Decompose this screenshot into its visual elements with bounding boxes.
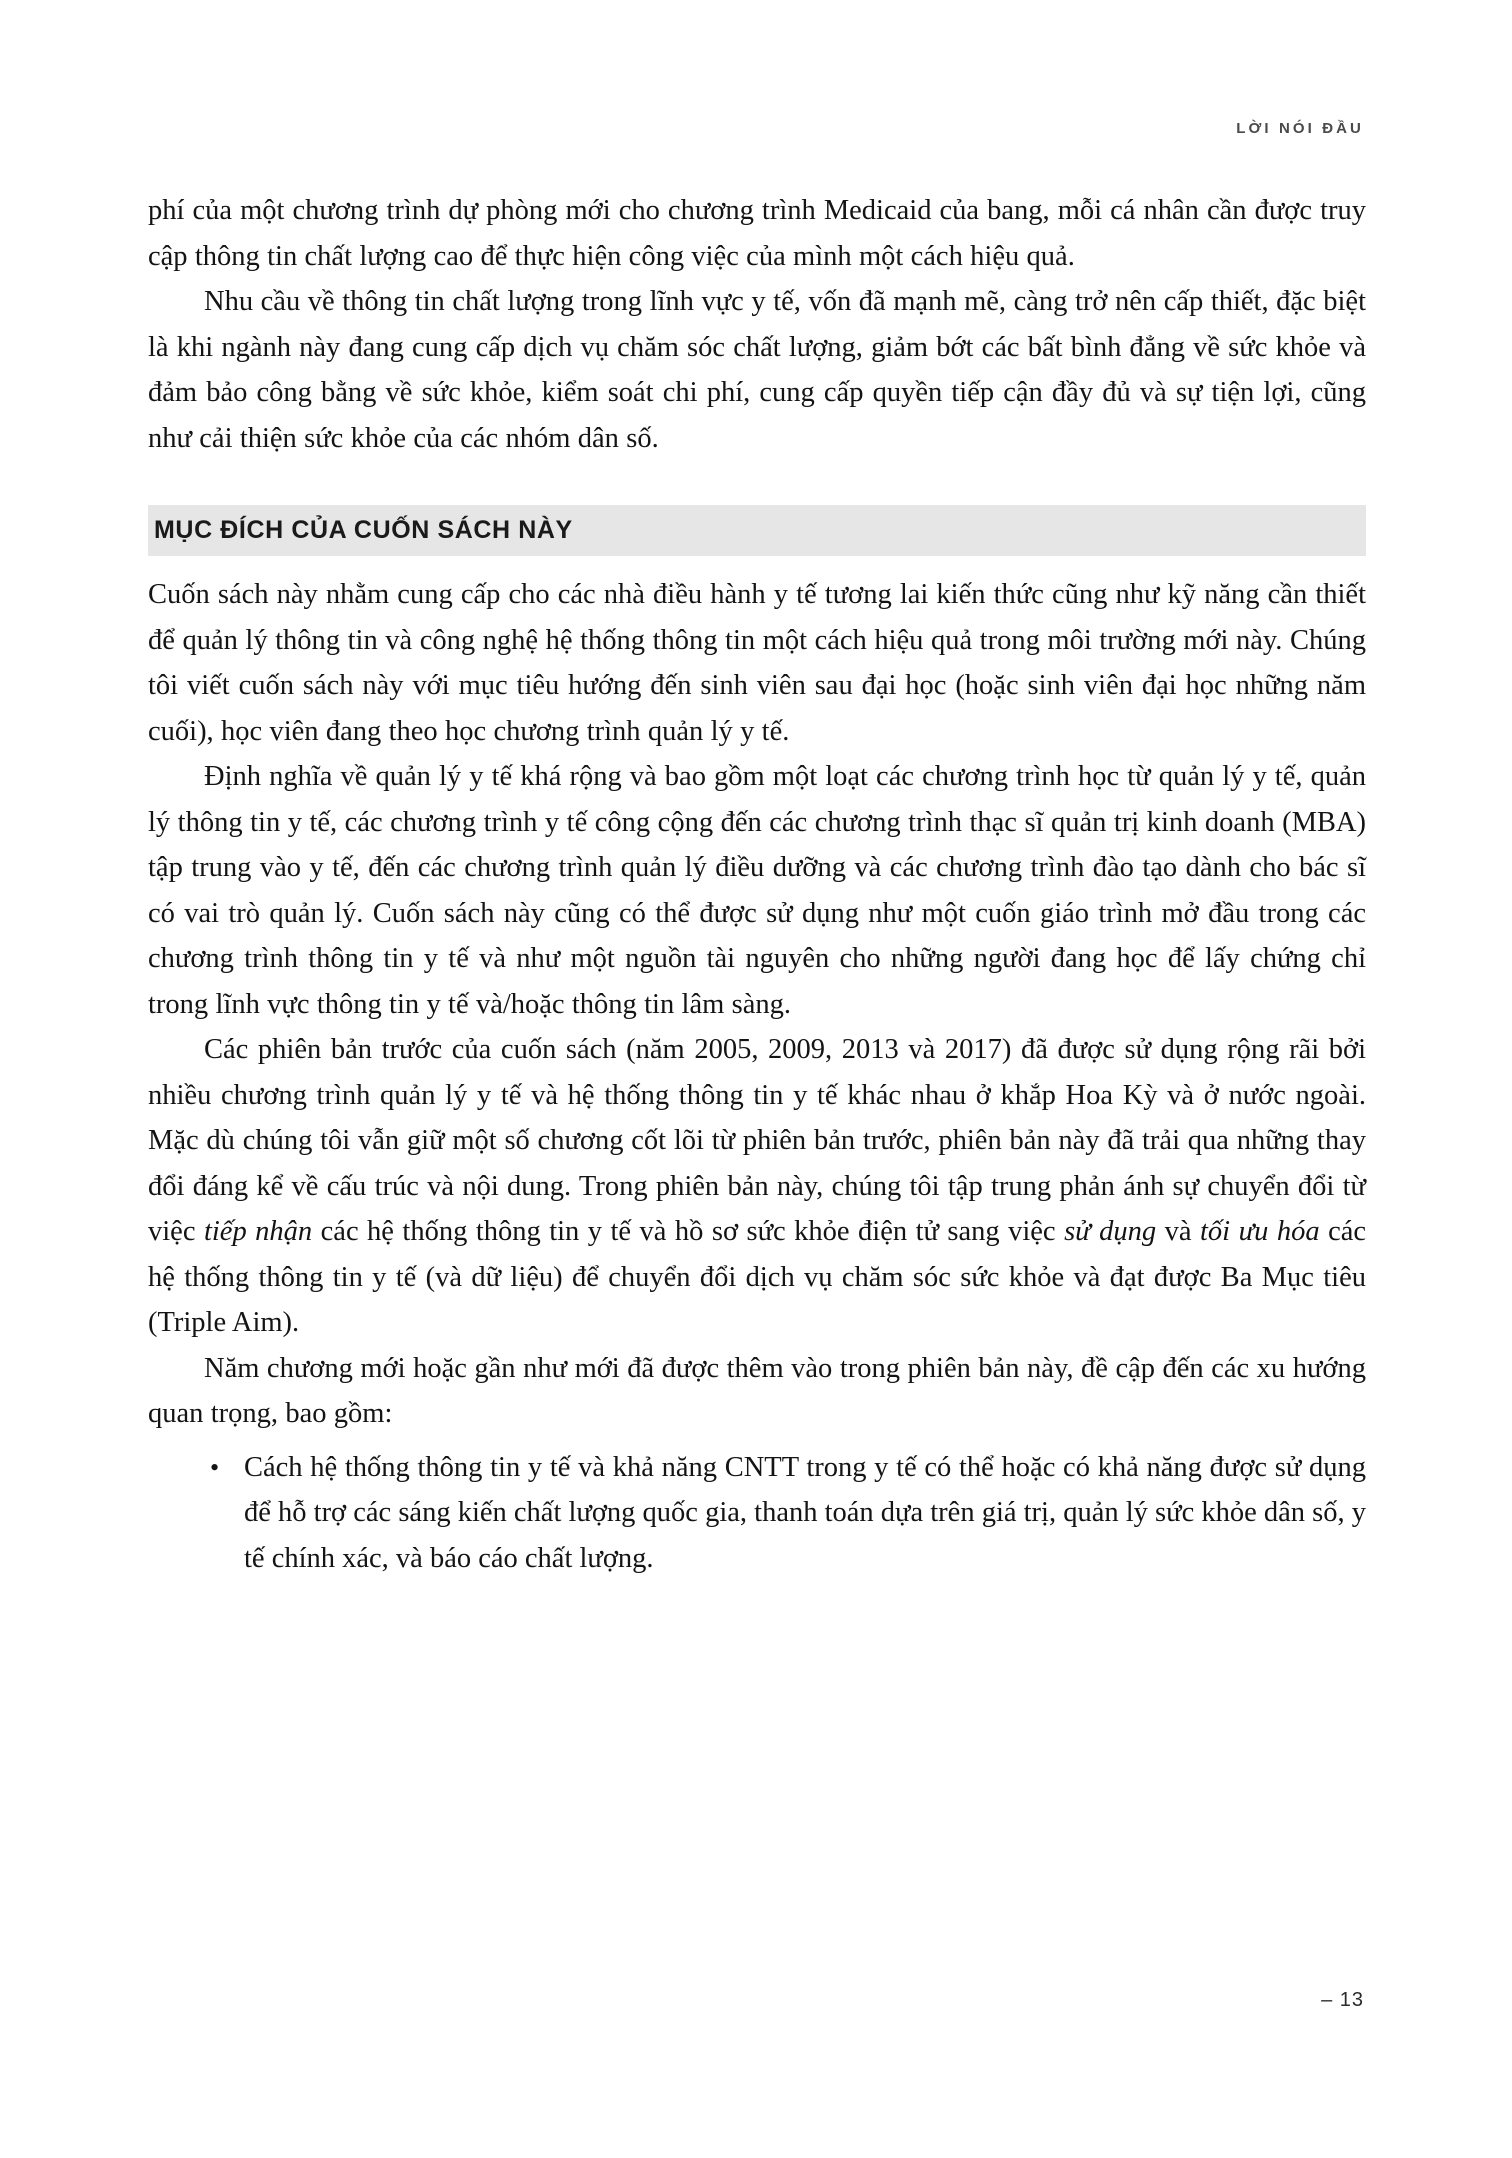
list-item bbox=[148, 1445, 1366, 1582]
paragraph-new-chapters: Năm chương mới hoặc gần như mới đã được thêm vào trong phiên bản này, đề cập đến các xu hướng quan trọng, bao gồm: bbox=[148, 1352, 1366, 1429]
para5-text-3: và bbox=[1156, 1216, 1201, 1247]
page-number: – 13 bbox=[1321, 1989, 1364, 2011]
paragraph-continuation: phí của một chương trình dự phòng mới cho chương trình Medicaid của bang, mỗi cá nhân cần được truy cập thông tin chất lượng cao để thực hiện công việc của mình một cách hiệu quả. bbox=[148, 195, 1366, 272]
para5-text-2: các hệ thống thông tin y tế và hồ sơ sức khỏe điện tử sang việc bbox=[312, 1216, 1065, 1247]
running-head: LỜI NÓI ĐẦU bbox=[1236, 120, 1364, 137]
para5-emphasis-use: sử dụng bbox=[1064, 1216, 1157, 1247]
paragraph-previous-editions bbox=[148, 1027, 1366, 1346]
para5-text-1: Các phiên bản trước của cuốn sách (năm 2005, 2009, 2013 và 2017) đã được sử dụng rộng rãi bởi nhiều chương trình quản lý y tế và hệ thống thông tin y tế khác nhau ở khắp Hoa Kỳ và ở nước ngoài. Mặc dù chúng tôi vẫn giữ một số chương cốt lõi từ phiên bản trước, phiên bản này đã trải qua những thay đổi đáng kể về cấu trúc và nội dung. Trong phiên bản này, chúng tôi tập trung phản ánh sự chuyển đổi từ việc bbox=[148, 1034, 1366, 1247]
paragraph-book-purpose: Cuốn sách này nhằm cung cấp cho các nhà điều hành y tế tương lai kiến thức cũng như kỹ năng cần thiết để quản lý thông tin và công nghệ hệ thống thông tin một cách hiệu quả trong môi trường mới này. Chúng tôi viết cuốn sách này với mục tiêu hướng đến sinh viên sau đại học (hoặc sinh viên đại học những năm cuối), học viên đang theo học chương trình quản lý y tế. bbox=[148, 579, 1366, 747]
paragraph-definition-scope: Định nghĩa về quản lý y tế khá rộng và bao gồm một loạt các chương trình học từ quản lý y tế, quản lý thông tin y tế, các chương trình y tế công cộng đến các chương trình thạc sĩ quản trị kinh doanh (MBA) tập trung vào y tế, đến các chương trình quản lý điều dưỡng và các chương trình đào tạo dành cho bác sĩ có vai trò quản lý. Cuốn sách này cũng có thể được sử dụng như một cuốn giáo trình mở đầu trong các chương trình thông tin y tế và như một nguồn tài nguyên cho những người đang học để lấy chứng chỉ trong lĩnh vực thông tin y tế và/hoặc thông tin lâm sàng. bbox=[148, 761, 1366, 1020]
section-heading-purpose: MỤC ĐÍCH CỦA CUỐN SÁCH NÀY bbox=[148, 505, 1366, 556]
list-item-text: Cách hệ thống thông tin y tế và khả năng CNTT trong y tế có thể hoặc có khả năng được sử dụng để hỗ trợ các sáng kiến chất lượng quốc gia, thanh toán dựa trên giá trị, quản lý sức khỏe dân số, y tế chính xác, và báo cáo chất lượng. bbox=[244, 1451, 1366, 1574]
bullet-dot-icon: • bbox=[210, 1452, 220, 1482]
page-content bbox=[148, 188, 1366, 1587]
bullet-list-trends bbox=[148, 1445, 1366, 1582]
para5-emphasis-optimize: tối ưu hóa bbox=[1200, 1216, 1320, 1247]
para5-text-4: các hệ thống thông tin y tế (và dữ liệu) để chuyển đổi dịch vụ chăm sóc sức khỏe và đạt được Ba Mục tiêu (Triple Aim). bbox=[148, 1216, 1367, 1338]
paragraph-information-need: Nhu cầu về thông tin chất lượng trong lĩnh vực y tế, vốn đã mạnh mẽ, càng trở nên cấp thiết, đặc biệt là khi ngành này đang cung cấp dịch vụ chăm sóc chất lượng, giảm bớt các bất bình đẳng về sức khỏe và đảm bảo công bằng về sức khỏe, kiểm soát chi phí, cung cấp quyền tiếp cận đầy đủ và sự tiện lợi, cũng như cải thiện sức khỏe của các nhóm dân số. bbox=[148, 286, 1366, 454]
para5-emphasis-adoption: tiếp nhận bbox=[203, 1216, 313, 1247]
